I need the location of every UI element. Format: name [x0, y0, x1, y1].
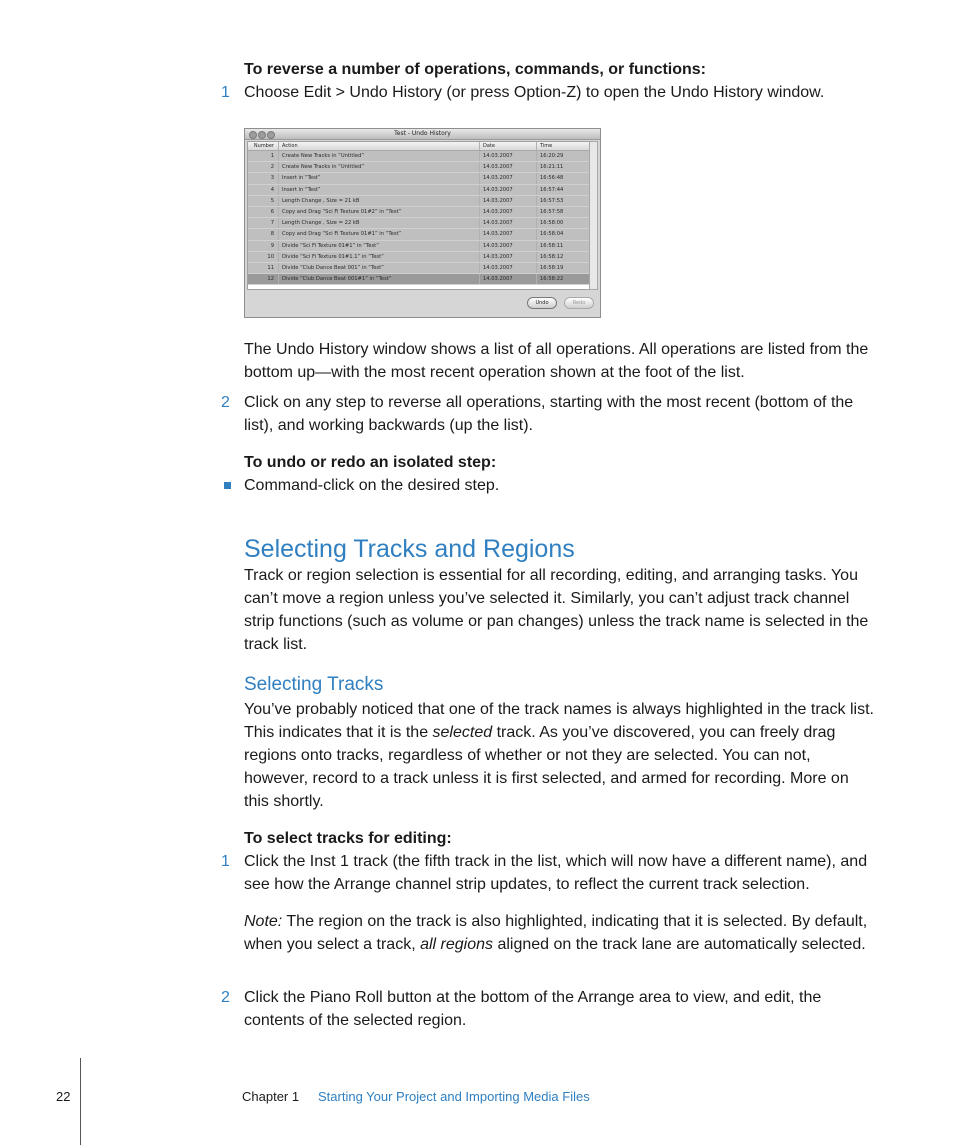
- table-cell: 16:58:12: [536, 252, 591, 262]
- table-cell: 8: [270, 231, 274, 238]
- table-cell: 16:20:29: [536, 151, 591, 161]
- section-title: Selecting Tracks and Regions: [244, 535, 575, 563]
- column-header[interactable]: Date: [479, 142, 536, 150]
- column-header[interactable]: Number: [253, 143, 274, 149]
- table-cell: 14.03.2007: [479, 229, 536, 239]
- table-cell: Length Change , Size = 21 kB: [278, 196, 479, 206]
- task-heading-reverse: To reverse a number of operations, commands, or functions:: [244, 61, 707, 78]
- page-number: 22: [56, 1089, 71, 1104]
- table-cell: 9: [270, 242, 274, 249]
- undo-history-window: [244, 128, 601, 318]
- table-cell: 14.03.2007: [479, 151, 536, 161]
- table-row[interactable]: [248, 196, 591, 207]
- table-cell: Insert in “Test”: [278, 185, 479, 195]
- table-cell: 16:21:11: [536, 162, 591, 172]
- task-heading-isolated: To undo or redo an isolated step:: [244, 454, 497, 471]
- step-text: Click the Piano Roll button at the bottom of the Arrange area to view, and edit, the contents of the selected region.: [244, 989, 822, 1029]
- table-cell: 4: [270, 186, 274, 193]
- table-cell: Length Change , Size = 22 kB: [278, 218, 479, 228]
- table-cell: 2: [270, 164, 274, 171]
- task-heading-select: To select tracks for editing:: [244, 830, 452, 847]
- window-titlebar: [245, 129, 600, 140]
- step-text: Click the Inst 1 track (the fifth track in the list, which will now have a different name), and see how the Arrange channel strip updates, to reflect the current track selection.: [244, 853, 868, 893]
- table-cell: 16:57:58: [536, 207, 591, 217]
- step-number: 1: [221, 84, 230, 101]
- table-cell: 16:58:19: [536, 263, 591, 273]
- paragraph: Track or region selection is essential for all recording, editing, and arranging tasks. You can’t move a region unless you’ve selected it. Similarly, you can’t adjust track channel strip functions (such as volume or pan changes) unless the track name is selected in the track list.: [244, 567, 869, 653]
- table-cell: Divide “Sci Fi Texture 01#1” in “Test”: [278, 241, 479, 251]
- table-row[interactable]: [248, 241, 591, 252]
- column-header[interactable]: Action: [278, 142, 479, 150]
- table-row[interactable]: [248, 173, 591, 184]
- table-cell: 14.03.2007: [479, 185, 536, 195]
- column-header[interactable]: Time: [536, 142, 591, 150]
- undo-history-table: [247, 141, 592, 290]
- table-cell: 16:58:22: [536, 274, 591, 284]
- chapter-label: Chapter 1: [242, 1089, 300, 1104]
- table-cell: 16:56:48: [536, 173, 591, 183]
- footer-divider: [80, 1058, 81, 1145]
- step-number: 2: [221, 989, 230, 1006]
- note: Note: The region on the track is also highlighted, indicating that it is selected. By default, when you select a track, all regions aligned on the track lane are automatically selected.: [244, 913, 868, 953]
- table-cell: Create New Tracks in “Untitled”: [278, 162, 479, 172]
- undo-button[interactable]: Undo: [527, 297, 557, 309]
- table-cell: 14.03.2007: [479, 173, 536, 183]
- table-cell: Divide “Club Dance Beat 001#1” in “Test”: [278, 274, 479, 284]
- table-cell: Copy and Drag “Sci Fi Texture 01#1” in “Test”: [278, 229, 479, 239]
- table-row[interactable]: [248, 218, 591, 229]
- table-cell: Divide “Sci Fi Texture 01#1.1” in “Test”: [278, 252, 479, 262]
- table-cell: 14.03.2007: [479, 207, 536, 217]
- table-cell: 16:58:04: [536, 229, 591, 239]
- table-cell: 16:57:44: [536, 185, 591, 195]
- table-cell: 3: [270, 175, 274, 182]
- table-cell: Create New Tracks in “Untitled”: [278, 151, 479, 161]
- table-cell: 16:58:00: [536, 218, 591, 228]
- table-body: [248, 151, 591, 285]
- table-cell: 14.03.2007: [479, 274, 536, 284]
- table-cell: 14.03.2007: [479, 162, 536, 172]
- table-row[interactable]: [248, 274, 591, 285]
- table-cell: 14.03.2007: [479, 241, 536, 251]
- table-row[interactable]: [248, 207, 591, 218]
- table-cell: 14.03.2007: [479, 218, 536, 228]
- table-cell: 14.03.2007: [479, 263, 536, 273]
- table-cell: 6: [270, 208, 274, 215]
- table-cell: 10: [267, 253, 274, 260]
- subsection-title: Selecting Tracks: [244, 674, 384, 695]
- paragraph: The Undo History window shows a list of all operations. All operations are listed from the bottom up—with the most recent operation shown at the foot of the list.: [244, 341, 869, 381]
- step-number: 1: [221, 853, 230, 870]
- table-cell: 16:57:53: [536, 196, 591, 206]
- note-label: Note:: [244, 913, 283, 930]
- paragraph: You’ve probably noticed that one of the track names is always highlighted in the track list. This indicates that it is the selected track. As you’ve discovered, you can freely drag regions onto tracks, regardless of whether or not they are selected. You can not, however, record to a track unless it is first selected, and armed for recording. More on this shortly.: [244, 701, 874, 810]
- table-cell: Copy and Drag “Sci Fi Texture 01#2” in “Test”: [278, 207, 479, 217]
- table-cell: 14.03.2007: [479, 196, 536, 206]
- table-header: [248, 142, 591, 151]
- table-cell: 16:58:11: [536, 241, 591, 251]
- table-cell: 14.03.2007: [479, 252, 536, 262]
- table-row[interactable]: [248, 162, 591, 173]
- zoom-icon[interactable]: [267, 131, 275, 139]
- chapter-title: Starting Your Project and Importing Media Files: [318, 1089, 590, 1104]
- table-row[interactable]: [248, 263, 591, 274]
- window-title: Test - Undo History: [394, 130, 451, 137]
- table-cell: 7: [270, 220, 274, 227]
- bullet-icon: [224, 482, 231, 489]
- step-number: 2: [221, 394, 230, 411]
- table-row[interactable]: [248, 185, 591, 196]
- table-cell: 5: [270, 197, 274, 204]
- table-cell: 12: [267, 276, 274, 283]
- minimize-icon[interactable]: [258, 131, 266, 139]
- table-cell: 11: [267, 264, 274, 271]
- step-text: Click on any step to reverse all operations, starting with the most recent (bottom of the list), and working backwards (up the list).: [244, 394, 854, 434]
- table-row[interactable]: [248, 252, 591, 263]
- table-row[interactable]: [248, 229, 591, 240]
- table-row[interactable]: [248, 151, 591, 162]
- table-cell: Divide “Club Dance Beat 001” in “Test”: [278, 263, 479, 273]
- scrollbar[interactable]: [589, 141, 598, 290]
- close-icon[interactable]: [249, 131, 257, 139]
- redo-button[interactable]: Redo: [564, 297, 594, 309]
- table-cell: Insert in “Test”: [278, 173, 479, 183]
- table-cell: 1: [270, 153, 274, 159]
- step-text: Choose Edit > Undo History (or press Option-Z) to open the Undo History window.: [244, 84, 825, 101]
- bullet-text: Command-click on the desired step.: [244, 477, 500, 494]
